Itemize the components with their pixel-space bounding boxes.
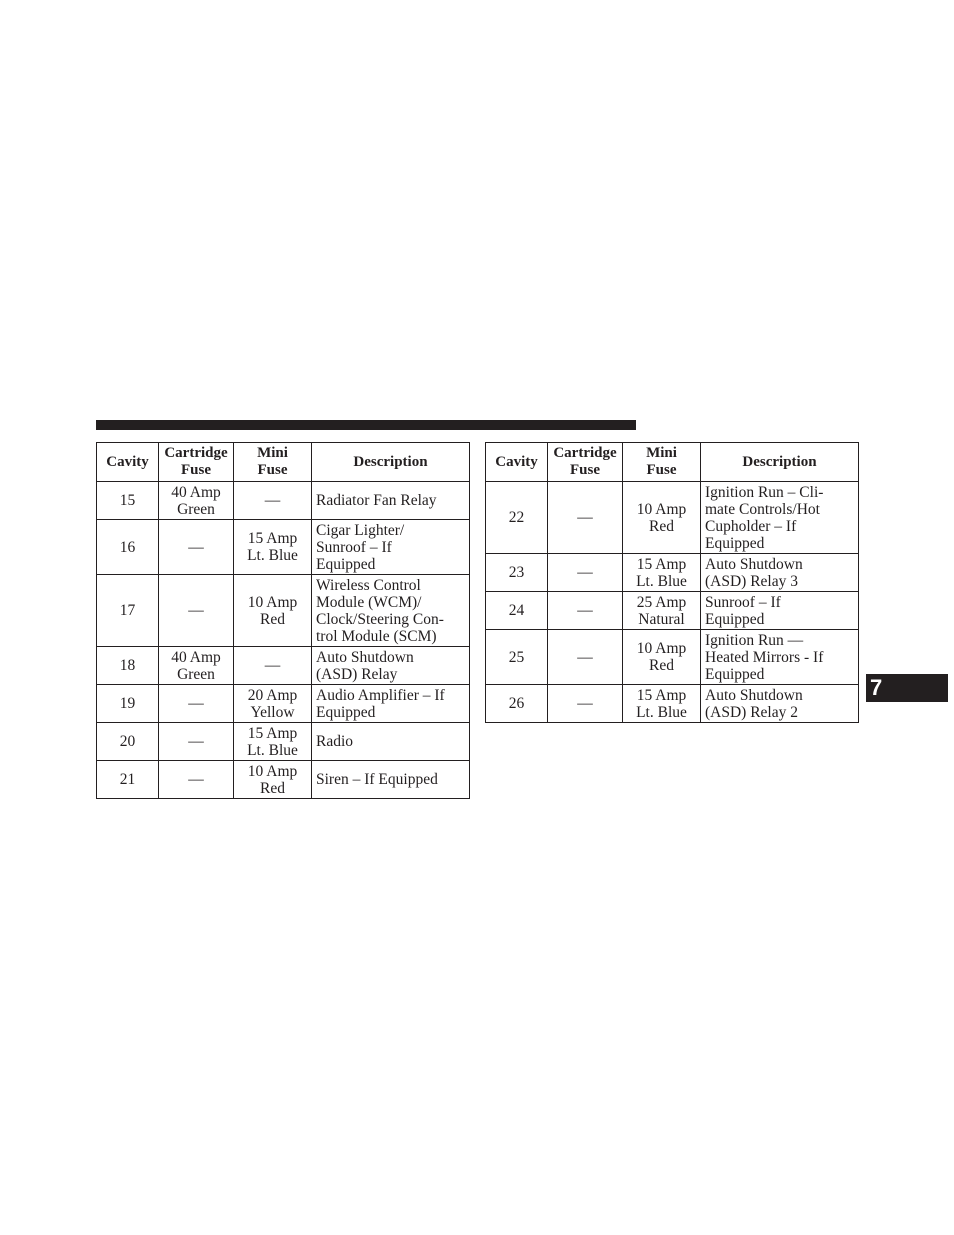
cell-cavity: 21 <box>97 761 159 799</box>
cell-description: Ignition Run – Cli- mate Controls/Hot Cupholder – If Equipped <box>701 482 859 554</box>
cell-mini-fuse: 10 Amp Red <box>234 575 312 647</box>
cell-cavity: 15 <box>97 482 159 520</box>
table-row <box>486 592 859 630</box>
chapter-tab: 7 <box>866 674 948 702</box>
cell-description: Wireless Control Module (WCM)/ Clock/Steering Con- trol Module (SCM) <box>312 575 470 647</box>
table-row <box>97 575 470 647</box>
header-mini-fuse: Mini Fuse <box>234 443 312 482</box>
header-description: Description <box>312 443 470 482</box>
cell-cartridge-fuse: — <box>159 520 234 575</box>
cell-description: Cigar Lighter/ Sunroof – If Equipped <box>312 520 470 575</box>
cell-mini-fuse: 15 Amp Lt. Blue <box>623 685 701 723</box>
table-row <box>97 647 470 685</box>
cell-mini-fuse: — <box>234 482 312 520</box>
cell-description: Audio Amplifier – If Equipped <box>312 685 470 723</box>
table-row <box>97 520 470 575</box>
cell-cavity: 25 <box>486 630 548 685</box>
cell-mini-fuse: 15 Amp Lt. Blue <box>234 723 312 761</box>
cell-cavity: 16 <box>97 520 159 575</box>
cell-mini-fuse: 10 Amp Red <box>623 482 701 554</box>
cell-cartridge-fuse: — <box>548 592 623 630</box>
cell-cavity: 26 <box>486 685 548 723</box>
cell-description: Siren – If Equipped <box>312 761 470 799</box>
cell-mini-fuse: 10 Amp Red <box>234 761 312 799</box>
cell-cartridge-fuse: 40 Amp Green <box>159 647 234 685</box>
cell-description: Radiator Fan Relay <box>312 482 470 520</box>
cell-cartridge-fuse: — <box>548 482 623 554</box>
cell-cavity: 22 <box>486 482 548 554</box>
table-row <box>97 723 470 761</box>
cell-description: Auto Shutdown (ASD) Relay 2 <box>701 685 859 723</box>
header-cavity: Cavity <box>486 443 548 482</box>
cell-cavity: 17 <box>97 575 159 647</box>
cell-cartridge-fuse: — <box>548 630 623 685</box>
cell-mini-fuse: 15 Amp Lt. Blue <box>623 554 701 592</box>
section-divider-bar <box>96 420 636 430</box>
table-row <box>486 685 859 723</box>
cell-cartridge-fuse: — <box>548 554 623 592</box>
table-header-row <box>97 443 470 482</box>
cell-cavity: 19 <box>97 685 159 723</box>
fuse-table-left <box>96 442 470 799</box>
cell-description: Ignition Run — Heated Mirrors - If Equipped <box>701 630 859 685</box>
cell-description: Radio <box>312 723 470 761</box>
table-row <box>97 482 470 520</box>
header-cavity: Cavity <box>97 443 159 482</box>
cell-cavity: 23 <box>486 554 548 592</box>
table-row <box>97 685 470 723</box>
cell-mini-fuse: 25 Amp Natural <box>623 592 701 630</box>
cell-description: Sunroof – If Equipped <box>701 592 859 630</box>
cell-cartridge-fuse: — <box>159 575 234 647</box>
table-row <box>486 482 859 554</box>
cell-cavity: 20 <box>97 723 159 761</box>
table-row <box>486 554 859 592</box>
header-description: Description <box>701 443 859 482</box>
cell-cartridge-fuse: 40 Amp Green <box>159 482 234 520</box>
cell-mini-fuse: — <box>234 647 312 685</box>
cell-cartridge-fuse: — <box>548 685 623 723</box>
cell-description: Auto Shutdown (ASD) Relay <box>312 647 470 685</box>
cell-mini-fuse: 10 Amp Red <box>623 630 701 685</box>
header-cartridge-fuse: Cartridge Fuse <box>159 443 234 482</box>
cell-cartridge-fuse: — <box>159 685 234 723</box>
cell-mini-fuse: 20 Amp Yellow <box>234 685 312 723</box>
header-cartridge-fuse: Cartridge Fuse <box>548 443 623 482</box>
cell-cartridge-fuse: — <box>159 723 234 761</box>
table-header-row <box>486 443 859 482</box>
cell-description: Auto Shutdown (ASD) Relay 3 <box>701 554 859 592</box>
cell-cartridge-fuse: — <box>159 761 234 799</box>
header-mini-fuse: Mini Fuse <box>623 443 701 482</box>
table-row <box>486 630 859 685</box>
cell-cavity: 24 <box>486 592 548 630</box>
table-row <box>97 761 470 799</box>
cell-mini-fuse: 15 Amp Lt. Blue <box>234 520 312 575</box>
fuse-table-right <box>485 442 859 723</box>
cell-cavity: 18 <box>97 647 159 685</box>
